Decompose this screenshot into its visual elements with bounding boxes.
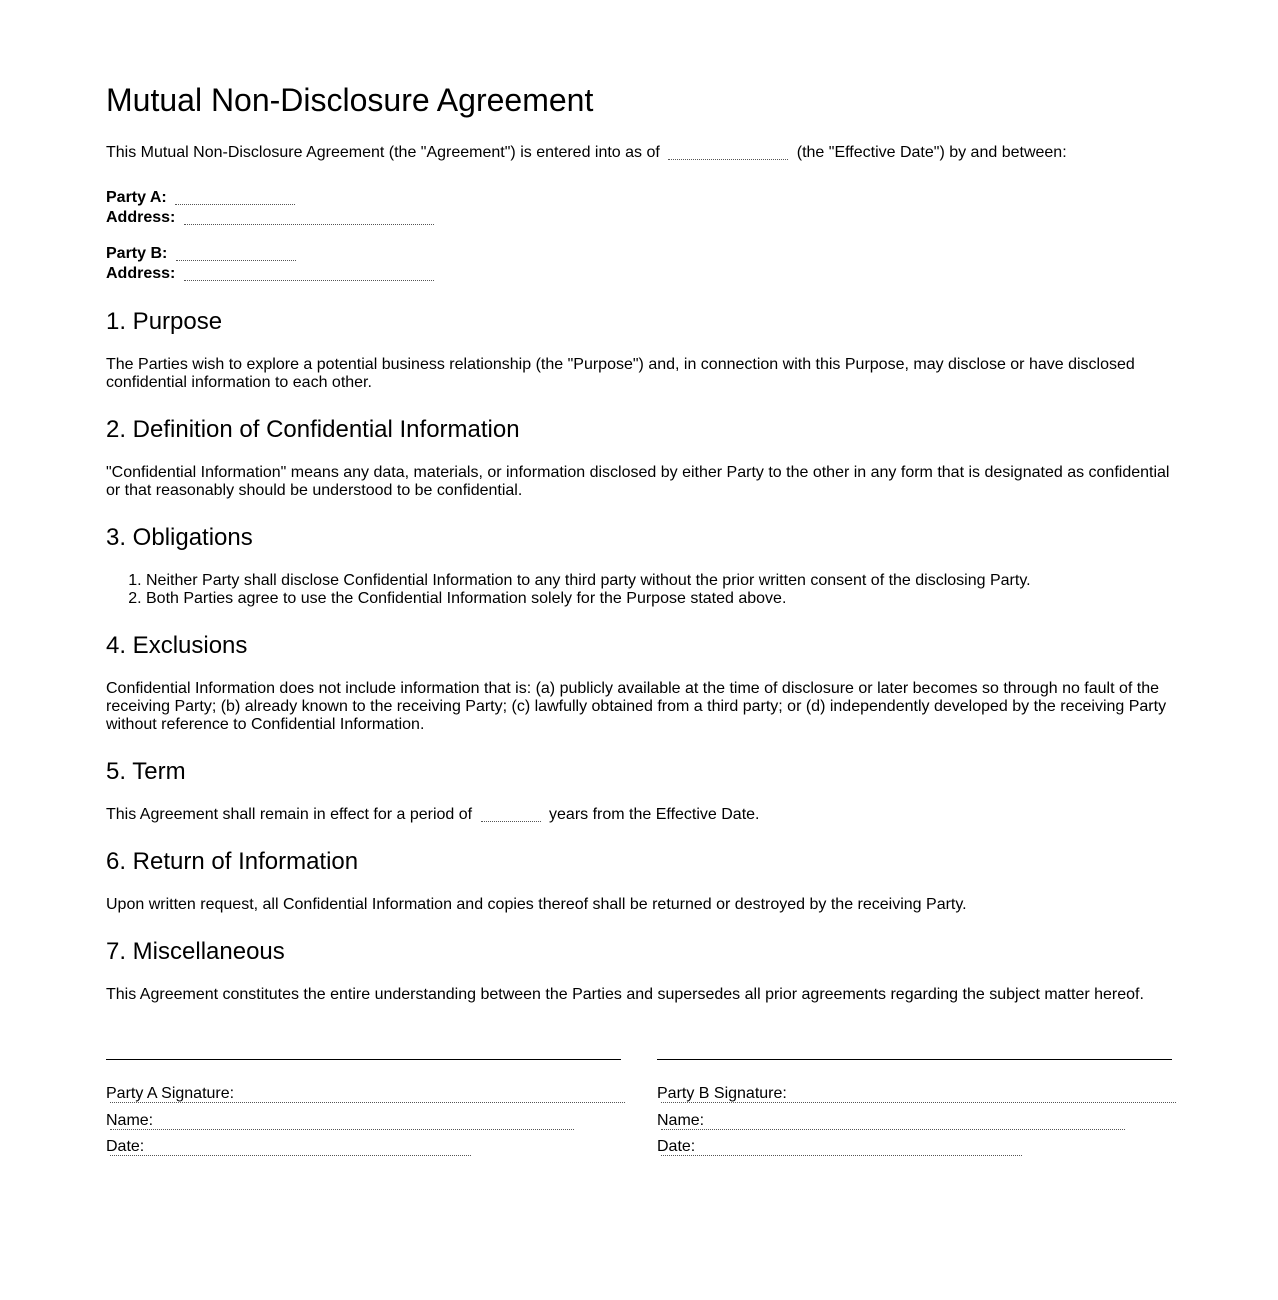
section-purpose: [106, 308, 1172, 392]
section-text: The Parties wish to explore a potential business relationship (the "Purpose") and, in connection with this Purpose, may disclose or have disclosed confidential information to each other.: [106, 356, 1135, 391]
signature-rule: [657, 1059, 1172, 1060]
party-b-name-field[interactable]: [176, 246, 296, 261]
name-label: Name:: [657, 1111, 705, 1129]
party-a-name-row: [106, 1112, 621, 1130]
document-page: [106, 0, 1172, 1156]
section-text: [106, 806, 1172, 824]
party-b-date-row: [657, 1138, 1172, 1156]
signature-block: [106, 1059, 1172, 1156]
term-text-before: This Agreement shall remain in effect for a period of: [106, 806, 473, 823]
obligations-list: [106, 572, 1172, 608]
effective-date-field[interactable]: [668, 145, 788, 160]
section-heading: 5. Term: [106, 758, 186, 785]
section-heading: 1. Purpose: [106, 308, 223, 335]
party-b-signer-name-field[interactable]: [661, 1129, 1125, 1130]
party-a-signature-row: [106, 1085, 621, 1103]
list-item: 1. Neither Party shall disclose Confidential Information to any third party without the prior written consent of the disclosing Party.: [146, 572, 1172, 590]
party-b-address-field[interactable]: [184, 266, 434, 281]
section-heading: 2. Definition of Confidential Information: [106, 416, 520, 443]
party-a-address-field[interactable]: [184, 210, 434, 225]
section-text: This Agreement constitutes the entire understanding between the Parties and supersedes all prior agreements regarding the subject matter hereof.: [106, 986, 1144, 1003]
signature-rule: [106, 1059, 621, 1060]
party-b-signature-column: [657, 1059, 1172, 1156]
party-b-address-row: [106, 264, 1172, 284]
party-b-signature-field[interactable]: [661, 1102, 1176, 1103]
party-a-name-field[interactable]: [175, 190, 295, 205]
section-heading: 3. Obligations: [106, 524, 253, 551]
party-a-signature-field[interactable]: [110, 1102, 625, 1103]
signature-label: Party A Signature:: [106, 1084, 235, 1102]
party-b-row: [106, 244, 1172, 264]
party-b-signature-row: [657, 1085, 1172, 1103]
section-exclusions: [106, 632, 1172, 734]
party-a-block: [106, 188, 1172, 228]
section-heading: 4. Exclusions: [106, 632, 248, 659]
section-text: "Confidential Information" means any data, materials, or information disclosed by either Party to the other in any form that is designated as confidential or that reasonably should be understood to be confidential.: [106, 464, 1170, 499]
party-b-name-row: [657, 1112, 1172, 1130]
section-miscellaneous: [106, 938, 1172, 1004]
party-a-label: Party A:: [106, 189, 167, 206]
section-text: Confidential Information does not include information that is: (a) publicly available at the time of disclosure or later becomes so through no fault of the receiving Party; (b) already known to the receiving Party; (c) lawfully obtained from a third party; or (d) independently developed by the receiving Party without reference to Confidential Information.: [106, 680, 1167, 733]
party-a-row: [106, 188, 1172, 208]
document-title: Mutual Non-Disclosure Agreement: [106, 82, 594, 118]
party-a-date-field[interactable]: [110, 1155, 471, 1156]
party-b-block: [106, 244, 1172, 284]
term-text-after: years from the Effective Date.: [549, 806, 760, 823]
intro-text-before: This Mutual Non-Disclosure Agreement (the "Agreement") is entered into as of: [106, 144, 660, 161]
party-b-label: Party B:: [106, 245, 168, 262]
intro-text-after: (the "Effective Date") by and between:: [796, 144, 1067, 161]
date-label: Date:: [657, 1137, 696, 1155]
intro-paragraph: [106, 144, 1172, 162]
signature-label: Party B Signature:: [657, 1084, 787, 1102]
party-a-address-row: [106, 208, 1172, 228]
section-definition: [106, 416, 1172, 500]
party-a-address-label: Address:: [106, 209, 176, 226]
party-a-signer-name-field[interactable]: [110, 1129, 574, 1130]
party-a-date-row: [106, 1138, 621, 1156]
party-b-date-field[interactable]: [661, 1155, 1022, 1156]
date-label: Date:: [106, 1137, 145, 1155]
name-label: Name:: [106, 1111, 154, 1129]
party-a-signature-column: [106, 1059, 621, 1156]
section-text: Upon written request, all Confidential Information and copies thereof shall be returned or destroyed by the receiving Party.: [106, 896, 967, 913]
section-obligations: [106, 524, 1172, 608]
term-years-field[interactable]: [481, 807, 541, 822]
section-heading: 6. Return of Information: [106, 848, 359, 875]
party-b-address-label: Address:: [106, 265, 176, 282]
section-term: [106, 758, 1172, 824]
section-return: [106, 848, 1172, 914]
section-heading: 7. Miscellaneous: [106, 938, 285, 965]
list-item: 2. Both Parties agree to use the Confidential Information solely for the Purpose stated above.: [146, 590, 1172, 608]
